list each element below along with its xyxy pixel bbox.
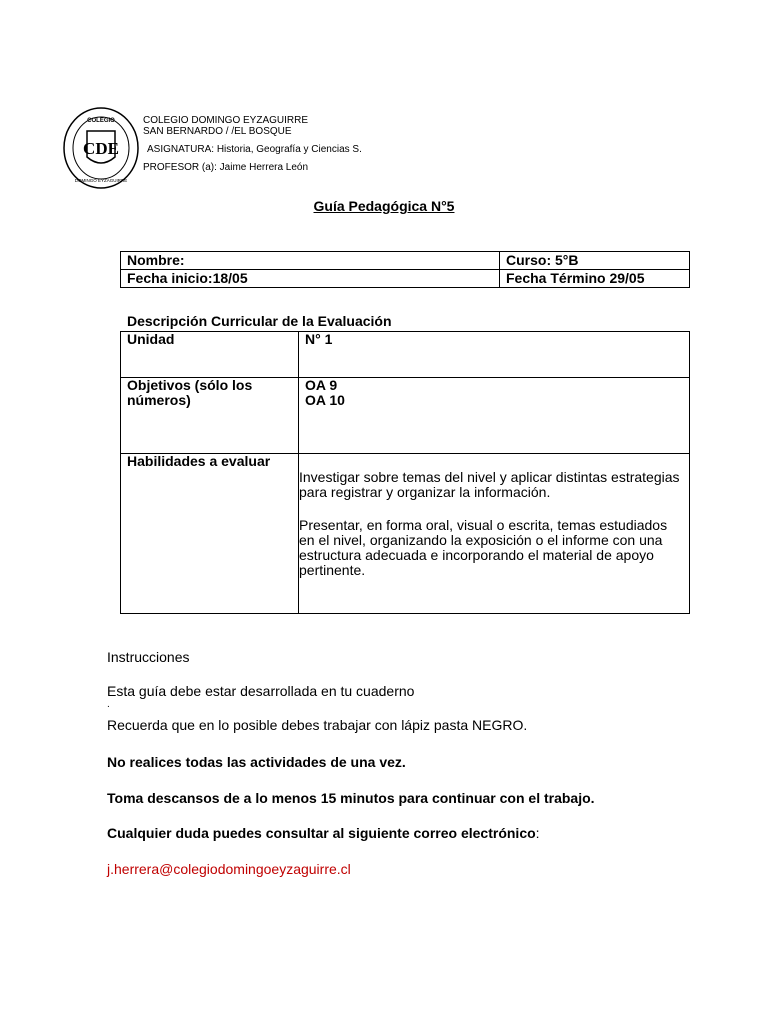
curricular-heading: Descripción Curricular de la Evaluación: [127, 313, 392, 329]
name-field: Nombre:: [121, 252, 500, 270]
instruction-dot: .: [107, 699, 110, 710]
curricular-table: [120, 331, 690, 614]
instruction-breaks: Toma descansos de a lo menos 15 minutos para continuar con el trabajo.: [107, 790, 595, 806]
end-date-field: Fecha Término 29/05: [500, 270, 690, 288]
start-date-field: Fecha inicio:18/05: [121, 270, 500, 288]
school-location: SAN BERNARDO / /EL BOSQUE: [143, 126, 292, 137]
subject-line: ASIGNATURA: Historia, Geografía y Ciencias S.: [147, 144, 362, 155]
instruction-pen: Recuerda que en lo posible debes trabajar con lápiz pasta NEGRO.: [107, 717, 528, 733]
contact-text: Cualquier duda puedes consultar al siguiente correo electrónico: [107, 825, 536, 841]
skills-label: Habilidades a evaluar: [121, 454, 299, 614]
instruction-notebook: Esta guía debe estar desarrollada en tu cuaderno: [107, 683, 415, 699]
objective-item: OA 10: [305, 392, 345, 408]
objective-item: OA 9: [305, 377, 338, 393]
logo-top-text: COLEGIO: [87, 118, 115, 124]
skills-values: [299, 454, 690, 614]
unit-value: N° 1: [299, 332, 690, 378]
course-field: Curso: 5°B: [500, 252, 690, 270]
contact-colon: :: [535, 825, 540, 841]
school-logo: [63, 107, 139, 189]
objectives-values: [299, 378, 690, 454]
logo-bottom-text: DOMINGO EYZAGUIRRE: [74, 178, 128, 183]
skill-item: Investigar sobre temas del nivel y aplicar distintas estrategias para registrar y organizar la información.: [299, 469, 680, 500]
instruction-activities: No realices todas las actividades de una vez.: [107, 754, 406, 770]
instruction-contact: [107, 825, 540, 841]
skill-item: Presentar, en forma oral, visual o escrita, temas estudiados en el nivel, organizando la exposición o el informe con una estructura adecuada e incorporando el material de apoyo pertinente.: [299, 517, 668, 578]
unit-label: Unidad: [121, 332, 299, 378]
email-link[interactable]: j.herrera@colegiodomingoeyzaguirre.cl: [107, 861, 351, 877]
teacher-line: PROFESOR (a): Jaime Herrera León: [143, 162, 309, 173]
instructions-heading: Instrucciones: [107, 649, 190, 665]
logo-letters: CDE: [83, 139, 119, 158]
page-title: Guía Pedagógica N°5: [313, 198, 455, 214]
school-name: COLEGIO DOMINGO EYZAGUIRRE: [143, 115, 309, 126]
objectives-label: Objetivos (sólo los números): [121, 378, 299, 454]
student-info-table: [120, 251, 690, 288]
